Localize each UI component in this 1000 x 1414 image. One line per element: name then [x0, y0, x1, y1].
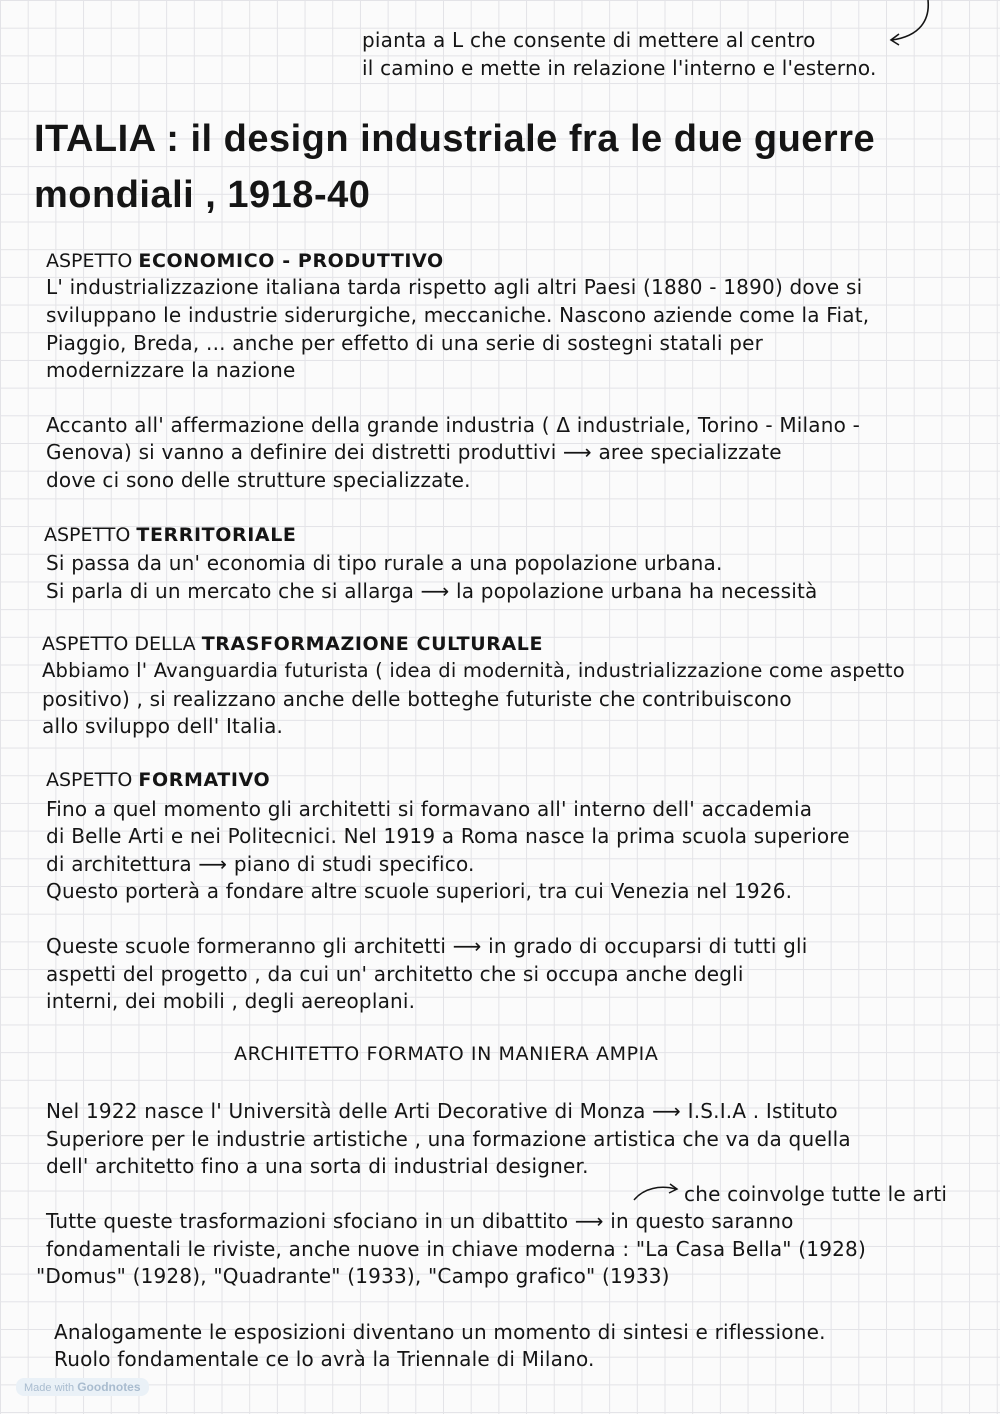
paragraph-line: L' industrializzazione italiana tarda rispetto agli altri Paesi (1880 - 1890) dove si [46, 275, 863, 299]
paragraph-line: "Domus" (1928), "Quadrante" (1933), "Campo grafico" (1933) [36, 1264, 670, 1288]
paragraph-line: positivo) , si realizzano anche delle botteghe futuriste che contribuiscono [42, 687, 792, 711]
paragraph-line: Fino a quel momento gli architetti si formavano all' interno dell' accademia [46, 797, 813, 821]
paragraph-line: sviluppano le industrie siderurgiche, meccaniche. Nascono aziende come la Fiat, [46, 303, 870, 327]
section-heading-label: TRASFORMAZIONE CULTURALE [201, 633, 544, 655]
section-heading-economico [46, 248, 444, 274]
badge-made-with: Made with [24, 1382, 75, 1394]
paragraph-line: interni, dei mobili , degli aereoplani. [46, 989, 416, 1013]
paragraph-line: di Belle Arti e nei Politecnici. Nel 1919 a Roma nasce la prima scuola superiore [46, 824, 850, 848]
center-note: ARCHITETTO FORMATO IN MANIERA AMPIA [234, 1043, 659, 1065]
paragraph-line: Genova) si vanno a definire dei distretti produttivi ⟶ aree specializzate [46, 440, 782, 464]
section-heading-label: ECONOMICO - PRODUTTIVO [138, 250, 444, 272]
paragraph-line: dove ci sono delle strutture specializzate. [46, 468, 471, 492]
paragraph-line: dell' architetto fino a una sorta di industrial designer. [46, 1154, 589, 1178]
paragraph-line: Accanto all' affermazione della grande industria ( Δ industriale, Torino - Milano - [46, 413, 861, 437]
paragraph-line: Superiore per le industrie artistiche , una formazione artistica che va da quella [46, 1127, 851, 1151]
section-heading-prefix: ASPETTO [46, 250, 133, 272]
paragraph-line: Abbiamo l' Avanguardia futurista ( idea di modernità, industrializzazione come aspetto [42, 659, 905, 682]
page-title-line-1: ITALIA : il design industriale fra le due guerre [34, 118, 876, 160]
section-heading-prefix: ASPETTO [44, 524, 131, 546]
paragraph-line: modernizzare la nazione [46, 358, 296, 382]
page-title-line-2: mondiali , 1918-40 [34, 174, 371, 216]
section-heading-prefix: ASPETTO DELLA [42, 633, 196, 655]
section-heading-label: FORMATIVO [138, 769, 271, 791]
section-heading-territoriale [44, 522, 296, 548]
paragraph-line: Piaggio, Breda, ... anche per effetto di una serie di sostegni statali per [46, 331, 764, 355]
paragraph-line: Nel 1922 nasce l' Università delle Arti Decorative di Monza ⟶ I.S.I.A . Istituto [46, 1099, 838, 1123]
paragraph-line: Queste scuole formeranno gli architetti ⟶ in grado di occuparsi di tutti gli [46, 934, 808, 958]
paragraph-line: Si passa da un' economia di tipo rurale a una popolazione urbana. [46, 551, 723, 575]
paragraph-line: Analogamente le esposizioni diventano un momento di sintesi e riflessione. [54, 1320, 826, 1344]
paragraph-line: allo sviluppo dell' Italia. [42, 714, 284, 738]
goodnotes-badge [16, 1378, 149, 1396]
paragraph-line: Tutte queste trasformazioni sfociano in un dibattito ⟶ in questo saranno [46, 1209, 794, 1233]
aside-note: che coinvolge tutte le arti [684, 1182, 948, 1206]
top-note-line-1: pianta a L che consente di mettere al centro [362, 28, 816, 52]
section-heading-formativo [46, 767, 270, 793]
paragraph-line: Questo porterà a fondare altre scuole superiori, tra cui Venezia nel 1926. [46, 879, 793, 903]
paragraph-line: fondamentali le riviste, anche nuove in chiave moderna : "La Casa Bella" (1928) [46, 1237, 866, 1261]
badge-brand: Goodnotes [77, 1380, 141, 1394]
paragraph-line: Ruolo fondamentale ce lo avrà la Triennale di Milano. [54, 1347, 595, 1371]
section-heading-prefix: ASPETTO [46, 769, 133, 791]
section-heading-label: TERRITORIALE [136, 524, 297, 546]
paragraph-line: aspetti del progetto , da cui un' architetto che si occupa anche degli [46, 962, 744, 986]
paragraph-line: di architettura ⟶ piano di studi specifico. [46, 852, 475, 876]
paragraph-line: Si parla di un mercato che si allarga ⟶ la popolazione urbana ha necessità [46, 579, 818, 603]
section-heading-culturale [42, 631, 543, 657]
top-note-line-2: il camino e mette in relazione l'interno e l'esterno. [362, 56, 877, 80]
